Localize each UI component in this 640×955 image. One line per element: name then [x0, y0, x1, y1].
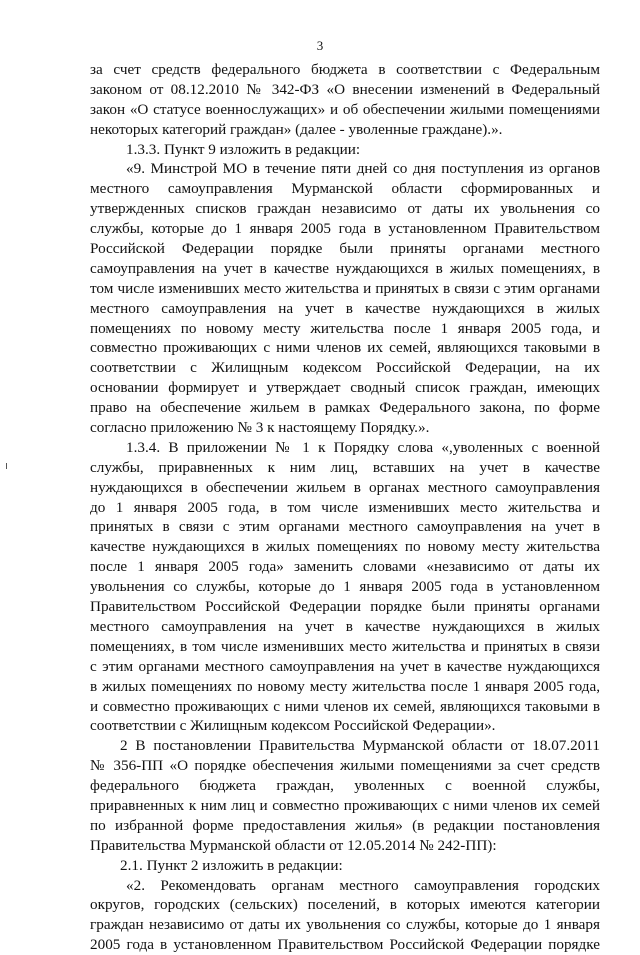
- text-line: по избранной форме предоставления жилья» (в редакции постановления: [90, 816, 600, 834]
- text-line: «2. Рекомендовать органам местного самоуправления городских: [126, 876, 600, 894]
- text-line: местного самоуправления Мурманской области сформированных и: [90, 180, 600, 198]
- text-line: Правительства Мурманской области от 12.05.2014 № 242-ПП):: [90, 836, 497, 854]
- page-number: 3: [316, 38, 324, 53]
- text-line: помещениях, в том числе изменивших место жительства и принятых в связи: [90, 637, 600, 655]
- text-line: «9. Минстрой МО в течение пяти дней со дня поступления из органов: [126, 160, 600, 178]
- text-line: федерального бюджета граждан, уволенных с военной службы,: [90, 777, 600, 795]
- text-line: Правительством Российской Федерации порядке были приняты органами: [90, 598, 600, 616]
- text-line: № 356-ПП «О порядке обеспечения жилыми помещениями за счет средств: [90, 757, 600, 775]
- text-line: согласно приложению № 3 к настоящему Порядку.».: [90, 419, 430, 437]
- text-line: округов, городских (сельских) поселений, в которых имеются категории: [90, 896, 600, 914]
- text-line: самоуправления на учет в качестве нуждающихся в жилых помещениях, в: [90, 259, 600, 277]
- text-line: основании формирует и утверждает сводный список граждан, имеющих: [90, 379, 600, 397]
- text-line: закон «О статусе военнослужащих» и об обеспечении жилыми помещениями: [90, 100, 600, 118]
- text-line: право на обеспечение жильем в рамках Федерального закона, по форме: [90, 399, 600, 417]
- text-line: том числе изменивших место жительства и принятых в связи с этим органами: [90, 279, 600, 297]
- text-line: 1.3.4. В приложении № 1 к Порядку слова «,уволенных с военной: [126, 438, 600, 456]
- text-line: службы, которые до 1 января 2005 года в установленном Правительством: [90, 220, 600, 238]
- text-line: увольнения со службы, которые до 1 января 2005 года в установленном: [90, 578, 600, 596]
- text-line: 1.3.3. Пункт 9 изложить в редакции:: [126, 140, 361, 158]
- text-line: до 1 января 2005 года, в том числе изменивших место жительства и: [90, 498, 600, 516]
- text-line: качестве нуждающихся в жилых помещениях по новому месту жительства: [90, 538, 600, 556]
- text-line: граждан независимо от даты их увольнения со службы, которые до 1 января: [90, 916, 600, 934]
- text-line: с этим органами местного самоуправления на учет в качестве нуждающихся: [90, 657, 600, 675]
- text-line: 2.1. Пункт 2 изложить в редакции:: [120, 856, 343, 874]
- text-line: 2005 года в установленном Правительством Российской Федерации порядке: [90, 936, 600, 954]
- text-line: и совместно проживающих с ними членов их семей, являющихся таковыми в: [90, 697, 600, 715]
- text-line: соответствии с Жилищным кодексом Российской Федерации».: [90, 717, 496, 735]
- text-line: местного самоуправления на учет в качестве нуждающихся в жилых: [90, 617, 600, 635]
- text-line: местного самоуправления на учет в качестве нуждающихся в жилых: [90, 299, 600, 317]
- text-line: 2 В постановлении Правительства Мурманской области от 18.07.2011: [120, 737, 600, 755]
- text-line: утвержденных списков граждан независимо от даты их увольнения со: [90, 200, 600, 218]
- text-line: за счет средств федерального бюджета в соответствии с Федеральным: [90, 61, 600, 78]
- text-line: некоторых категорий граждан» (далее - уволенные граждане).».: [90, 120, 503, 138]
- text-line: в жилых помещениях по новому месту жительства после 1 января 2005 года,: [90, 677, 600, 695]
- text-line: приравненных к ним лиц и совместно проживающих с ними членов их семей: [90, 796, 600, 814]
- text-line: соответствии с Жилищным кодексом Российской Федерации, на их: [90, 359, 600, 377]
- text-line: совместно проживающих с ними членов их семей, являющихся таковыми в: [90, 339, 600, 357]
- text-line: законом от 08.12.2010 № 342-ФЗ «О внесении изменений в Федеральный: [90, 80, 600, 98]
- text-line: нуждающихся в обеспечении жильем в органах местного самоуправления: [90, 478, 600, 496]
- text-line: после 1 января 2005 года» заменить словами «независимо от даты их: [90, 558, 600, 576]
- text-line: Российской Федерации порядке были приняты органами местного: [90, 240, 600, 258]
- text-line: службы, приравненных к ним лиц, вставших на учет в качестве: [90, 458, 600, 476]
- text-line: принятых в связи с этим органами местного самоуправления на учет в: [90, 518, 600, 536]
- document-body: [90, 60, 600, 955]
- text-line: помещениях по новому месту жительства после 1 января 2005 года, и: [90, 319, 600, 337]
- margin-mark: [6, 463, 7, 469]
